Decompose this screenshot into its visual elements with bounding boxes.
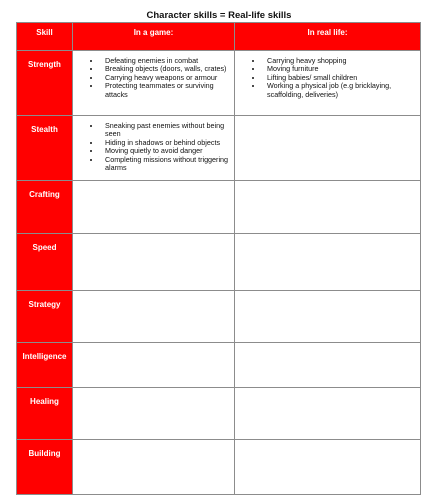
list-item: • Hiding in shadows or behind objects	[101, 139, 234, 147]
list-item: • Moving quietly to avoid danger	[101, 147, 234, 155]
header-real-life: In real life:	[235, 23, 421, 51]
real-life-cell[interactable]	[235, 51, 421, 116]
real-life-cell[interactable]	[235, 440, 421, 495]
skill-name: Intelligence	[17, 343, 73, 388]
skill-name: Strategy	[17, 291, 73, 343]
header-row	[17, 23, 421, 51]
table-row	[17, 116, 421, 181]
in-game-cell[interactable]	[73, 181, 235, 234]
skill-name: Strength	[17, 51, 73, 116]
table-row	[17, 440, 421, 495]
list-item: • Sneaking past enemies without being seen	[101, 122, 234, 139]
skill-name: Stealth	[17, 116, 73, 181]
in-game-cell[interactable]	[73, 343, 235, 388]
real-life-cell[interactable]	[235, 181, 421, 234]
skill-name: Healing	[17, 388, 73, 440]
real-life-cell[interactable]	[235, 234, 421, 291]
table-row	[17, 291, 421, 343]
list-item: • Working a physical job (e.g bricklaying, scaffolding, deliveries)	[263, 82, 420, 99]
table-row	[17, 51, 421, 116]
in-game-cell[interactable]	[73, 388, 235, 440]
real-life-cell[interactable]	[235, 343, 421, 388]
bullet-list	[235, 57, 420, 99]
page-title: Character skills = Real-life skills	[146, 10, 292, 21]
real-life-cell[interactable]	[235, 116, 421, 181]
in-game-cell[interactable]	[73, 234, 235, 291]
header-skill: Skill	[17, 23, 73, 51]
skills-table	[16, 22, 421, 495]
list-item: • Lifting babies/ small children	[263, 74, 420, 82]
real-life-cell[interactable]	[235, 388, 421, 440]
bullet-list	[73, 57, 234, 99]
list-item: • Protecting teammates or surviving attacks	[101, 82, 234, 99]
table-row	[17, 343, 421, 388]
in-game-cell[interactable]	[73, 116, 235, 181]
real-life-cell[interactable]	[235, 291, 421, 343]
list-item: • Carrying heavy weapons or armour	[101, 74, 234, 82]
bullet-list	[73, 122, 234, 172]
in-game-cell[interactable]	[73, 440, 235, 495]
skill-name: Speed	[17, 234, 73, 291]
list-item: • Breaking objects (doors, walls, crates)	[101, 65, 234, 73]
list-item: • Carrying heavy shopping	[263, 57, 420, 65]
table-row	[17, 181, 421, 234]
skill-name: Crafting	[17, 181, 73, 234]
table-row	[17, 234, 421, 291]
header-in-game: In a game:	[73, 23, 235, 51]
list-item: • Completing missions without triggering alarms	[101, 156, 234, 173]
skill-name: Building	[17, 440, 73, 495]
list-item: • Defeating enemies in combat	[101, 57, 234, 65]
in-game-cell[interactable]	[73, 291, 235, 343]
table-row	[17, 388, 421, 440]
in-game-cell[interactable]	[73, 51, 235, 116]
list-item: • Moving furniture	[263, 65, 420, 73]
